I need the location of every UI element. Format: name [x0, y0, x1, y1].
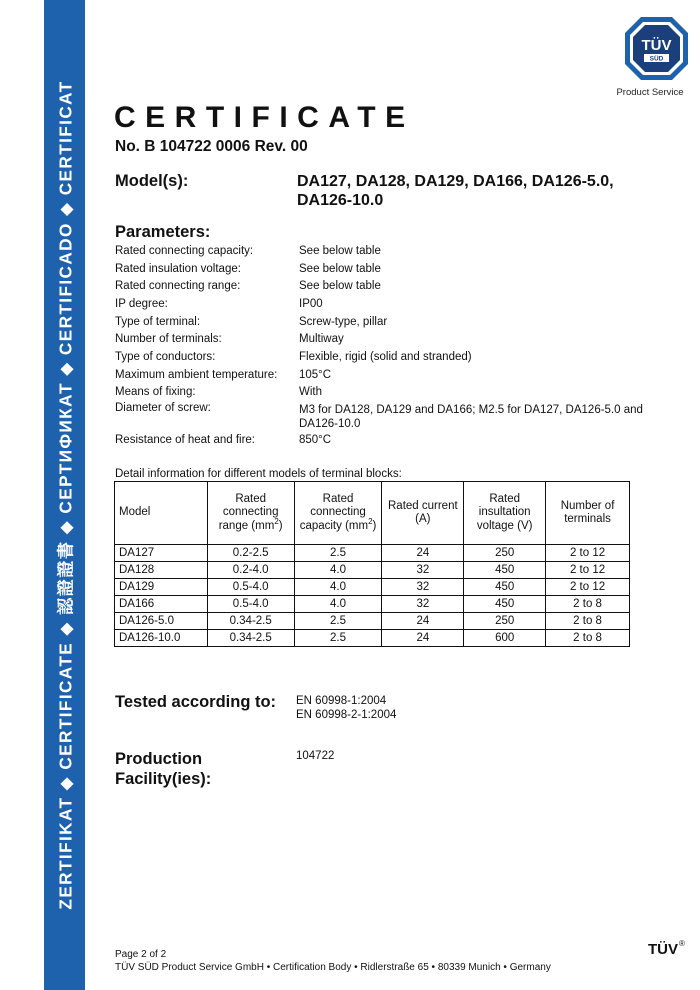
cell-terminals: 2 to 8 — [546, 630, 630, 647]
sidebar-multilingual-text: ZERTIFIKAT ◆ CERTIFICATE ◆ 認證證書 ◆ СЕРТИФИКАТ ◆ CERTIFICADO ◆ CERTIFICAT — [55, 80, 76, 910]
cell-current: 24 — [382, 545, 464, 562]
param-value: IP00 — [299, 298, 323, 310]
param-value: Multiway — [299, 333, 344, 345]
col-header-range-sup: 2 — [274, 516, 279, 526]
col-header-capacity — [294, 482, 382, 545]
col-header-capacity-close: ) — [372, 519, 377, 532]
production-label — [115, 749, 211, 789]
table-header-row — [115, 482, 630, 545]
param-value: See below table — [299, 245, 381, 257]
cell-model: DA126-10.0 — [115, 630, 208, 647]
cell-current: 32 — [382, 562, 464, 579]
terminal-blocks-table — [114, 481, 630, 647]
models-line-2: DA126-10.0 — [297, 192, 384, 209]
detail-caption: Detail information for different models of terminal blocks: — [115, 468, 402, 480]
models-value — [297, 172, 657, 210]
cell-terminals: 2 to 12 — [546, 579, 630, 596]
cell-voltage: 450 — [464, 562, 546, 579]
cell-current: 24 — [382, 613, 464, 630]
cell-voltage: 250 — [464, 545, 546, 562]
standard-item: EN 60998-1:2004 — [296, 695, 387, 707]
tuv-sud-logo-icon — [624, 16, 689, 81]
cell-voltage: 450 — [464, 579, 546, 596]
cell-voltage: 600 — [464, 630, 546, 647]
cell-model: DA127 — [115, 545, 208, 562]
cell-range: 0.5-4.0 — [207, 596, 294, 613]
cell-capacity: 2.5 — [294, 613, 382, 630]
table-row — [115, 545, 630, 562]
certificate-number: No. B 104722 0006 Rev. 00 — [115, 138, 308, 155]
cell-terminals: 2 to 8 — [546, 596, 630, 613]
col-header-range-text: Rated connecting range (mm — [218, 492, 279, 532]
param-value: M3 for DA128, DA129 and DA166; M2.5 for DA127, DA126-5.0 and DA126-10.0 — [299, 404, 643, 430]
param-label: Means of fixing: — [115, 386, 196, 398]
logo-brand-text: TÜV — [641, 37, 672, 54]
footer-mark-text: TÜV — [648, 941, 678, 957]
param-value: 105°C — [299, 369, 332, 381]
col-header-capacity-text: Rated connecting capacity (mm — [299, 492, 369, 532]
param-value: See below table — [299, 263, 381, 275]
col-header-model: Model — [115, 482, 208, 545]
cell-terminals: 2 to 12 — [546, 545, 630, 562]
production-label-line-1: Production — [115, 750, 203, 768]
cell-range: 0.2-2.5 — [207, 545, 294, 562]
col-header-range-close: ) — [278, 519, 283, 532]
standard-item: EN 60998-2-1:2004 — [296, 709, 397, 721]
production-value: 104722 — [296, 750, 335, 762]
cell-terminals: 2 to 12 — [546, 562, 630, 579]
cell-range: 0.5-4.0 — [207, 579, 294, 596]
table-row — [115, 562, 630, 579]
col-header-capacity-sup: 2 — [368, 516, 373, 526]
table-row — [115, 579, 630, 596]
tested-label: Tested according to: — [115, 693, 277, 711]
param-value: With — [299, 386, 322, 398]
footer-address: TÜV SÜD Product Service GmbH • Certification Body • Ridlerstraße 65 • 80339 Munich • Germany — [115, 962, 551, 973]
cell-model: DA166 — [115, 596, 208, 613]
production-label-line-2: Facility(ies): — [115, 770, 212, 788]
param-label: Diameter of screw: — [115, 402, 211, 414]
cell-current: 32 — [382, 579, 464, 596]
param-label: Maximum ambient temperature: — [115, 369, 278, 381]
logo-caption: Product Service — [616, 87, 684, 98]
param-value: See below table — [299, 280, 381, 292]
table-row — [115, 613, 630, 630]
cell-terminals: 2 to 8 — [546, 613, 630, 630]
cell-range: 0.34-2.5 — [207, 613, 294, 630]
cell-capacity: 4.0 — [294, 579, 382, 596]
param-label: Rated connecting range: — [115, 280, 241, 292]
cell-capacity: 4.0 — [294, 562, 382, 579]
col-header-current: Rated current (A) — [382, 482, 464, 545]
cell-range: 0.34-2.5 — [207, 630, 294, 647]
param-label: IP degree: — [115, 298, 168, 310]
col-header-range — [207, 482, 294, 545]
table-row — [115, 596, 630, 613]
footer-mark-reg: ® — [679, 939, 685, 948]
param-value: 850°C — [299, 434, 332, 446]
cell-model: DA129 — [115, 579, 208, 596]
cell-capacity: 2.5 — [294, 630, 382, 647]
param-label: Rated connecting capacity: — [115, 245, 254, 257]
certificate-title: CERTIFICATE — [114, 101, 415, 134]
cell-capacity: 4.0 — [294, 596, 382, 613]
tuv-footer-mark-icon — [648, 937, 688, 957]
table-row — [115, 630, 630, 647]
page-number: Page 2 of 2 — [115, 949, 167, 960]
param-label: Type of terminal: — [115, 316, 201, 328]
tested-standards — [296, 694, 396, 722]
param-value: Flexible, rigid (solid and stranded) — [299, 351, 472, 363]
cell-capacity: 2.5 — [294, 545, 382, 562]
param-label: Type of conductors: — [115, 351, 216, 363]
cell-model: DA128 — [115, 562, 208, 579]
param-value: Screw-type, pillar — [299, 316, 388, 328]
param-label: Resistance of heat and fire: — [115, 434, 255, 446]
param-label: Rated insulation voltage: — [115, 263, 241, 275]
col-header-voltage: Rated insultation voltage (V) — [464, 482, 546, 545]
cell-current: 32 — [382, 596, 464, 613]
param-label: Number of terminals: — [115, 333, 222, 345]
cell-range: 0.2-4.0 — [207, 562, 294, 579]
cell-voltage: 250 — [464, 613, 546, 630]
logo-sub-text: SÜD — [649, 55, 664, 63]
col-header-terminals: Number of terminals — [546, 482, 630, 545]
models-label: Model(s): — [115, 172, 189, 190]
cell-voltage: 450 — [464, 596, 546, 613]
cell-current: 24 — [382, 630, 464, 647]
parameters-heading: Parameters: — [115, 223, 211, 241]
cell-model: DA126-5.0 — [115, 613, 208, 630]
models-line-1: DA127, DA128, DA129, DA166, DA126-5.0, — [297, 173, 614, 190]
